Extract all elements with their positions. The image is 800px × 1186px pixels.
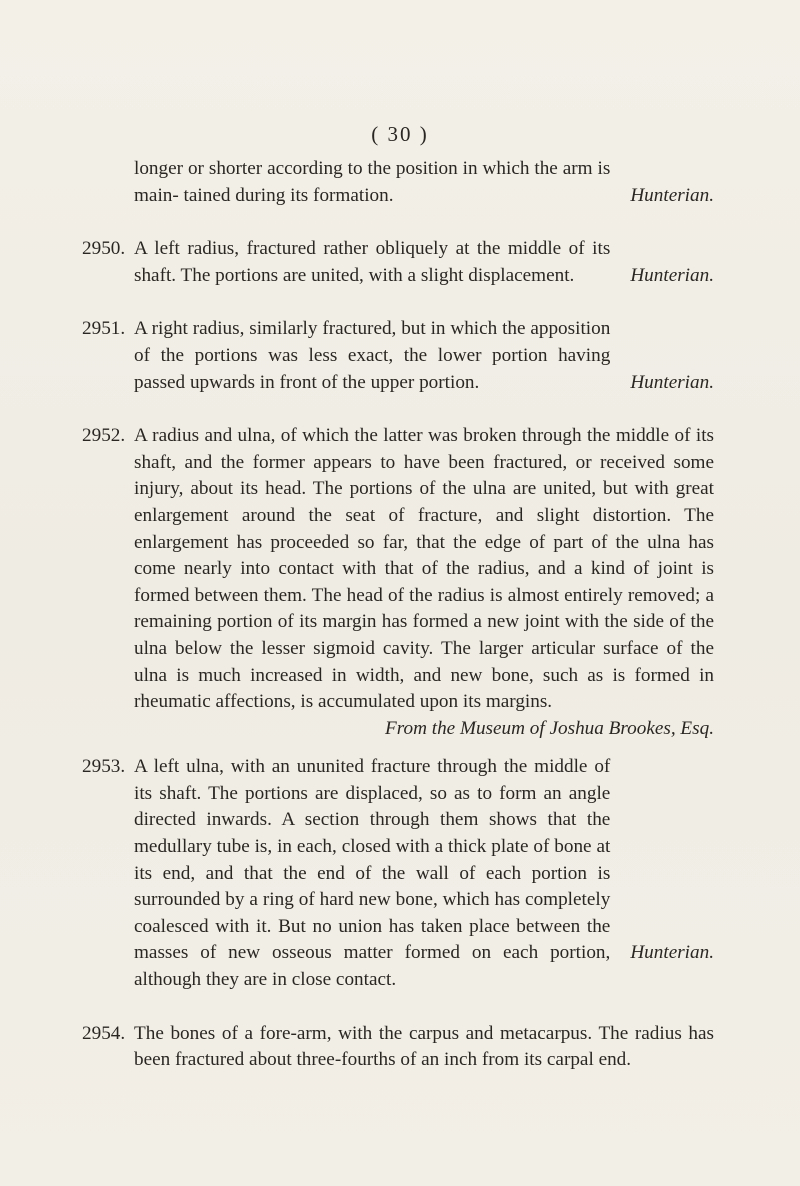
- entry-number: 2951.: [82, 318, 126, 340]
- catalogue-entry: [82, 156, 714, 209]
- catalogue-entry: [82, 236, 714, 289]
- entry-source: Hunterian.: [630, 184, 714, 206]
- entry-number: 2952.: [82, 425, 126, 447]
- page-number: ( 30 ): [371, 122, 429, 146]
- entry-source: Hunterian.: [630, 942, 714, 964]
- entry-source: From the Museum of Joshua Brookes, Esq.: [385, 717, 714, 739]
- entry-number: 2954.: [82, 1022, 126, 1044]
- catalogue-entry: [82, 423, 714, 742]
- entry-number: 2953.: [82, 756, 126, 778]
- entry-text: A left ulna, with an ununited fracture through the middle of its shaft. The portions are displaced, so as to form an angle directed inwards. A section through them shows that the medullary tube is, in each, closed with a thick plate of bone at its end, and that the end of the wall of each portion is surrounded by a ring of hard new bone, which has completely coalesced with it. But no union has taken place between the masses of new osseous matter formed on each portion, although they are in close contact.: [134, 756, 611, 991]
- entry-text: A right radius, similarly fractured, but in which the apposition of the portions was less exact, the lower portion having passed upwards in front of the upper portion.: [134, 318, 611, 393]
- catalogue-entry: [82, 316, 714, 396]
- catalogue-entry: [82, 754, 714, 993]
- page-body: [82, 156, 714, 1101]
- entry-source: Hunterian.: [630, 371, 714, 393]
- entry-number: 2950.: [82, 238, 126, 260]
- entry-text: longer or shorter according to the position in which the arm is main- tained during its formation.: [134, 158, 611, 206]
- entry-text: The bones of a fore-arm, with the carpus and metacarpus. The radius has been fractured about three-fourths of an inch from its carpal end.: [134, 1022, 714, 1071]
- entry-source: Hunterian.: [630, 264, 714, 286]
- entry-text: A left radius, fractured rather obliquely at the middle of its shaft. The portions are united, with a slight displacement.: [134, 238, 611, 286]
- catalogue-entry: [82, 1021, 714, 1074]
- entry-text: A radius and ulna, of which the latter was broken through the middle of its shaft, and the former appears to have been fractured, or received some injury, about its head. The portions of the ulna are united, but with great enlargement around the seat of fracture, and slight distortion. The enlargement has proceeded so far, that the edge of part of the ulna has come nearly into contact with that of the radius, and a kind of joint is formed between them. The head of the radius is almost entirely removed; a remaining portion of its margin has formed a new joint with the side of the ulna below the lesser sigmoid cavity. The larger articular surface of the ulna is much increased in width, and new bone, such as is formed in rheumatic affections, is accumulated upon its margins.: [134, 425, 714, 713]
